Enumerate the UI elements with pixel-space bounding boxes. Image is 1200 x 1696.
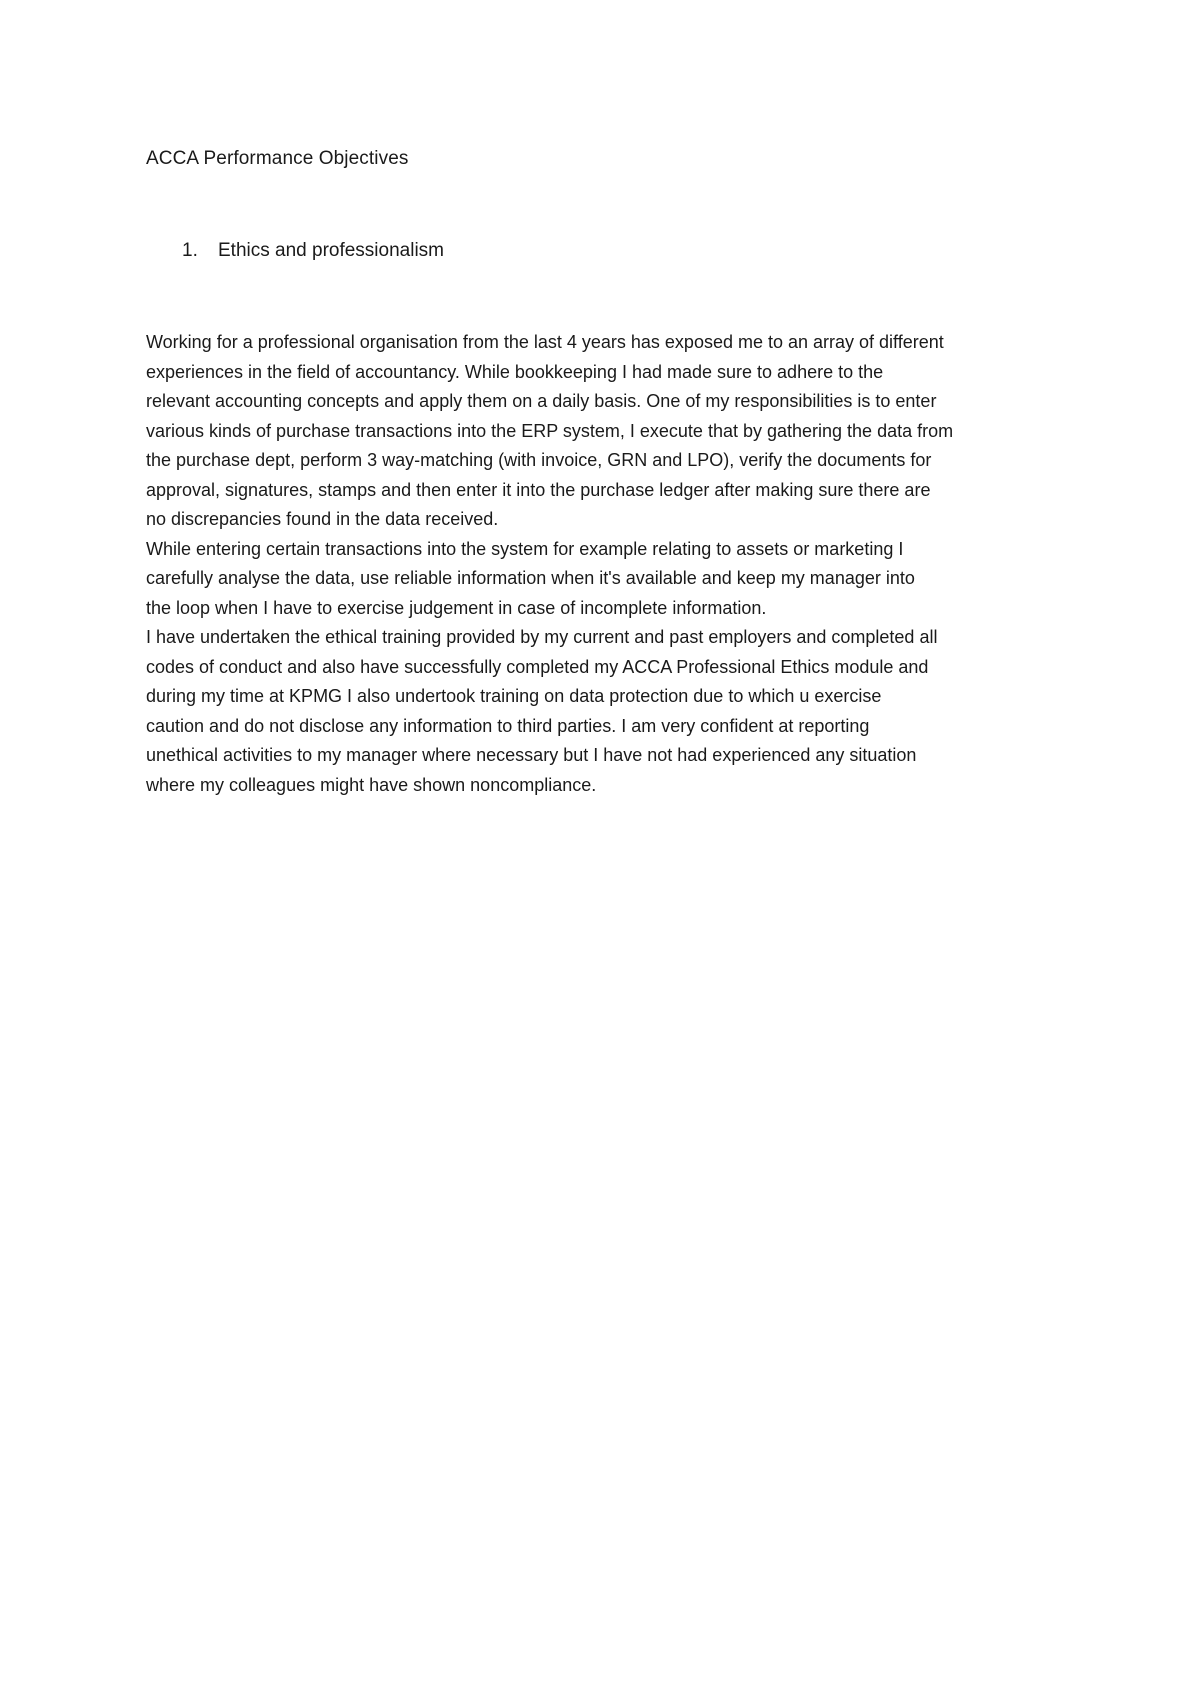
body-line: caution and do not disclose any information to third parties. I am very confident at reporting	[146, 715, 870, 736]
body-line: various kinds of purchase transactions into the ERP system, I execute that by gathering the data from	[146, 420, 954, 441]
body-line: Working for a professional organisation from the last 4 years has exposed me to an array of different	[146, 332, 944, 352]
body-line: experiences in the field of accountancy. While bookkeeping I had made sure to adhere to the	[146, 361, 884, 382]
body-line: While entering certain transactions into the system for example relating to assets or marketing I	[146, 538, 904, 559]
body-line: unethical activities to my manager where necessary but I have not had experienced any situation	[146, 745, 917, 765]
body-line: during my time at KPMG I also undertook training on data protection due to which u exercise	[146, 686, 882, 706]
body-line: no discrepancies found in the data received.	[146, 509, 499, 529]
section-heading-text: Ethics and professionalism	[218, 240, 444, 261]
document-title: ACCA Performance Objectives	[146, 148, 409, 169]
body-line: carefully analyse the data, use reliable information when it's available and keep my manager into	[146, 568, 915, 588]
section-number: 1.	[182, 240, 198, 261]
body-line: I have undertaken the ethical training provided by my current and past employers and completed all	[146, 627, 938, 647]
section-heading	[182, 239, 444, 263]
body-line: where my colleagues might have shown noncompliance.	[146, 774, 597, 795]
body-line: the purchase dept, perform 3 way-matching (with invoice, GRN and LPO), verify the documents for	[146, 450, 932, 470]
body-line: relevant accounting concepts and apply them on a daily basis. One of my responsibilities is to enter	[146, 391, 937, 411]
body-line: approval, signatures, stamps and then enter it into the purchase ledger after making sure there are	[146, 479, 931, 500]
body-line: codes of conduct and also have successfully completed my ACCA Professional Ethics module and	[146, 656, 929, 677]
body-line: the loop when I have to exercise judgement in case of incomplete information.	[146, 597, 767, 618]
body-paragraph	[146, 328, 1076, 800]
